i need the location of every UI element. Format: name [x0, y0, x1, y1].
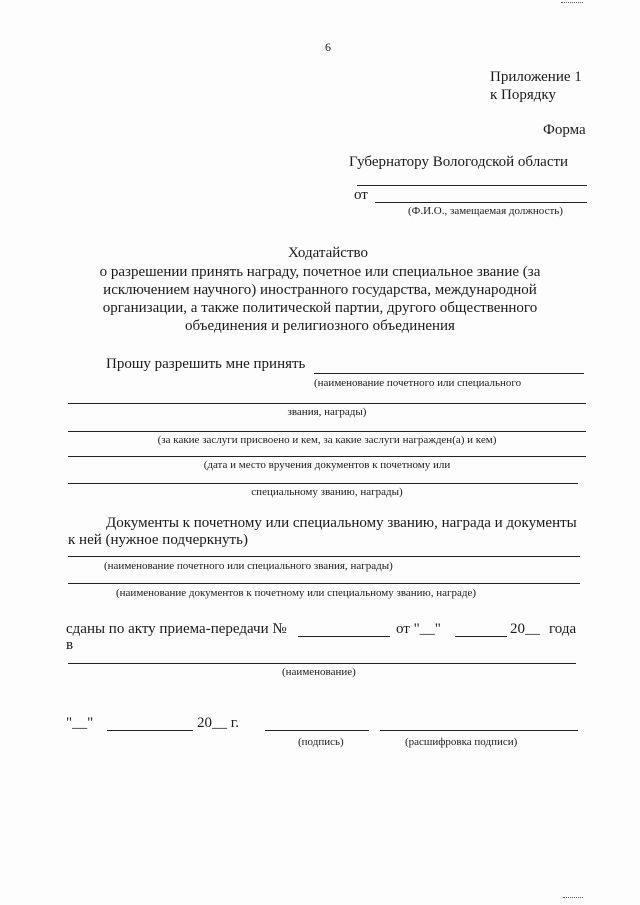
appendix-label: Приложение 1 [490, 69, 582, 85]
award-continuation-line [68, 403, 586, 404]
form-label: Форма [543, 122, 586, 138]
signature-decode-line [380, 730, 578, 731]
date-continuation-line [68, 483, 578, 484]
addressee-blank-line [357, 185, 587, 186]
title-line-4: объединения и религиозного объединения [185, 318, 455, 334]
merits-caption: (за какие заслуги присвоено и кем, за какие заслуги награжден(а) и кем) [157, 434, 497, 446]
scan-artifact-top [561, 2, 583, 3]
request-text: Прошу разрешить мне принять [106, 356, 306, 372]
date-caption-1: (дата и место вручения документов к почетному или [203, 459, 451, 471]
title-line-3: организации, а также политической партии, другого общественного [102, 300, 538, 316]
docs-name-line [68, 583, 580, 584]
from-caption: (Ф.И.О., замещаемая должность) [408, 205, 563, 217]
act-month-line [455, 636, 507, 637]
handed-text: сданы по акту приема-передачи № [66, 621, 287, 637]
organization-name-line [68, 663, 576, 664]
signature-year-text: 20__ г. [197, 715, 239, 731]
from-blank-line [375, 202, 587, 203]
addressee: Губернатору Вологодской области [349, 154, 569, 170]
date-caption-2: специальному званию, награды) [251, 486, 403, 498]
award-caption-1: (наименование почетного или специального [314, 377, 522, 389]
act-date-text: от "__" [396, 621, 441, 637]
documents-text-2: к ней (нужное подчеркнуть) [68, 532, 248, 548]
in-text: в [66, 637, 74, 653]
award-caption-2: звания, награды) [287, 406, 367, 418]
documents-text-1: Документы к почетному или специальному званию, награда и документы [106, 515, 577, 531]
signature-line [265, 730, 369, 731]
appendix-reference: к Порядку [490, 87, 556, 103]
signature-date-quote: "__" [66, 715, 94, 731]
merits-line [68, 431, 586, 432]
award-docs-name-line [68, 556, 580, 557]
title-line-1: о разрешении принять награду, почетное или специальное звание (за [99, 264, 541, 280]
page-number: 6 [325, 40, 331, 54]
award-docs-caption: (наименование почетного или специального звания, награды) [104, 560, 393, 572]
organization-caption: (наименование) [282, 666, 356, 678]
signature-decode-caption: (расшифровка подписи) [405, 736, 518, 748]
act-year-text: 20__ [510, 621, 540, 637]
signature-month-line [107, 730, 193, 731]
act-number-line [298, 636, 390, 637]
award-name-line [314, 373, 584, 374]
act-year-word: года [549, 621, 577, 637]
date-place-line [68, 456, 586, 457]
signature-caption: (подпись) [298, 736, 344, 748]
document-title: Ходатайство [288, 245, 368, 261]
scan-artifact-bottom [563, 897, 583, 898]
docs-caption: (наименование документов к почетному или специальному званию, награде) [116, 587, 477, 599]
title-line-2: исключением научного) иностранного государства, международной [103, 282, 537, 298]
from-label: от [354, 187, 368, 203]
